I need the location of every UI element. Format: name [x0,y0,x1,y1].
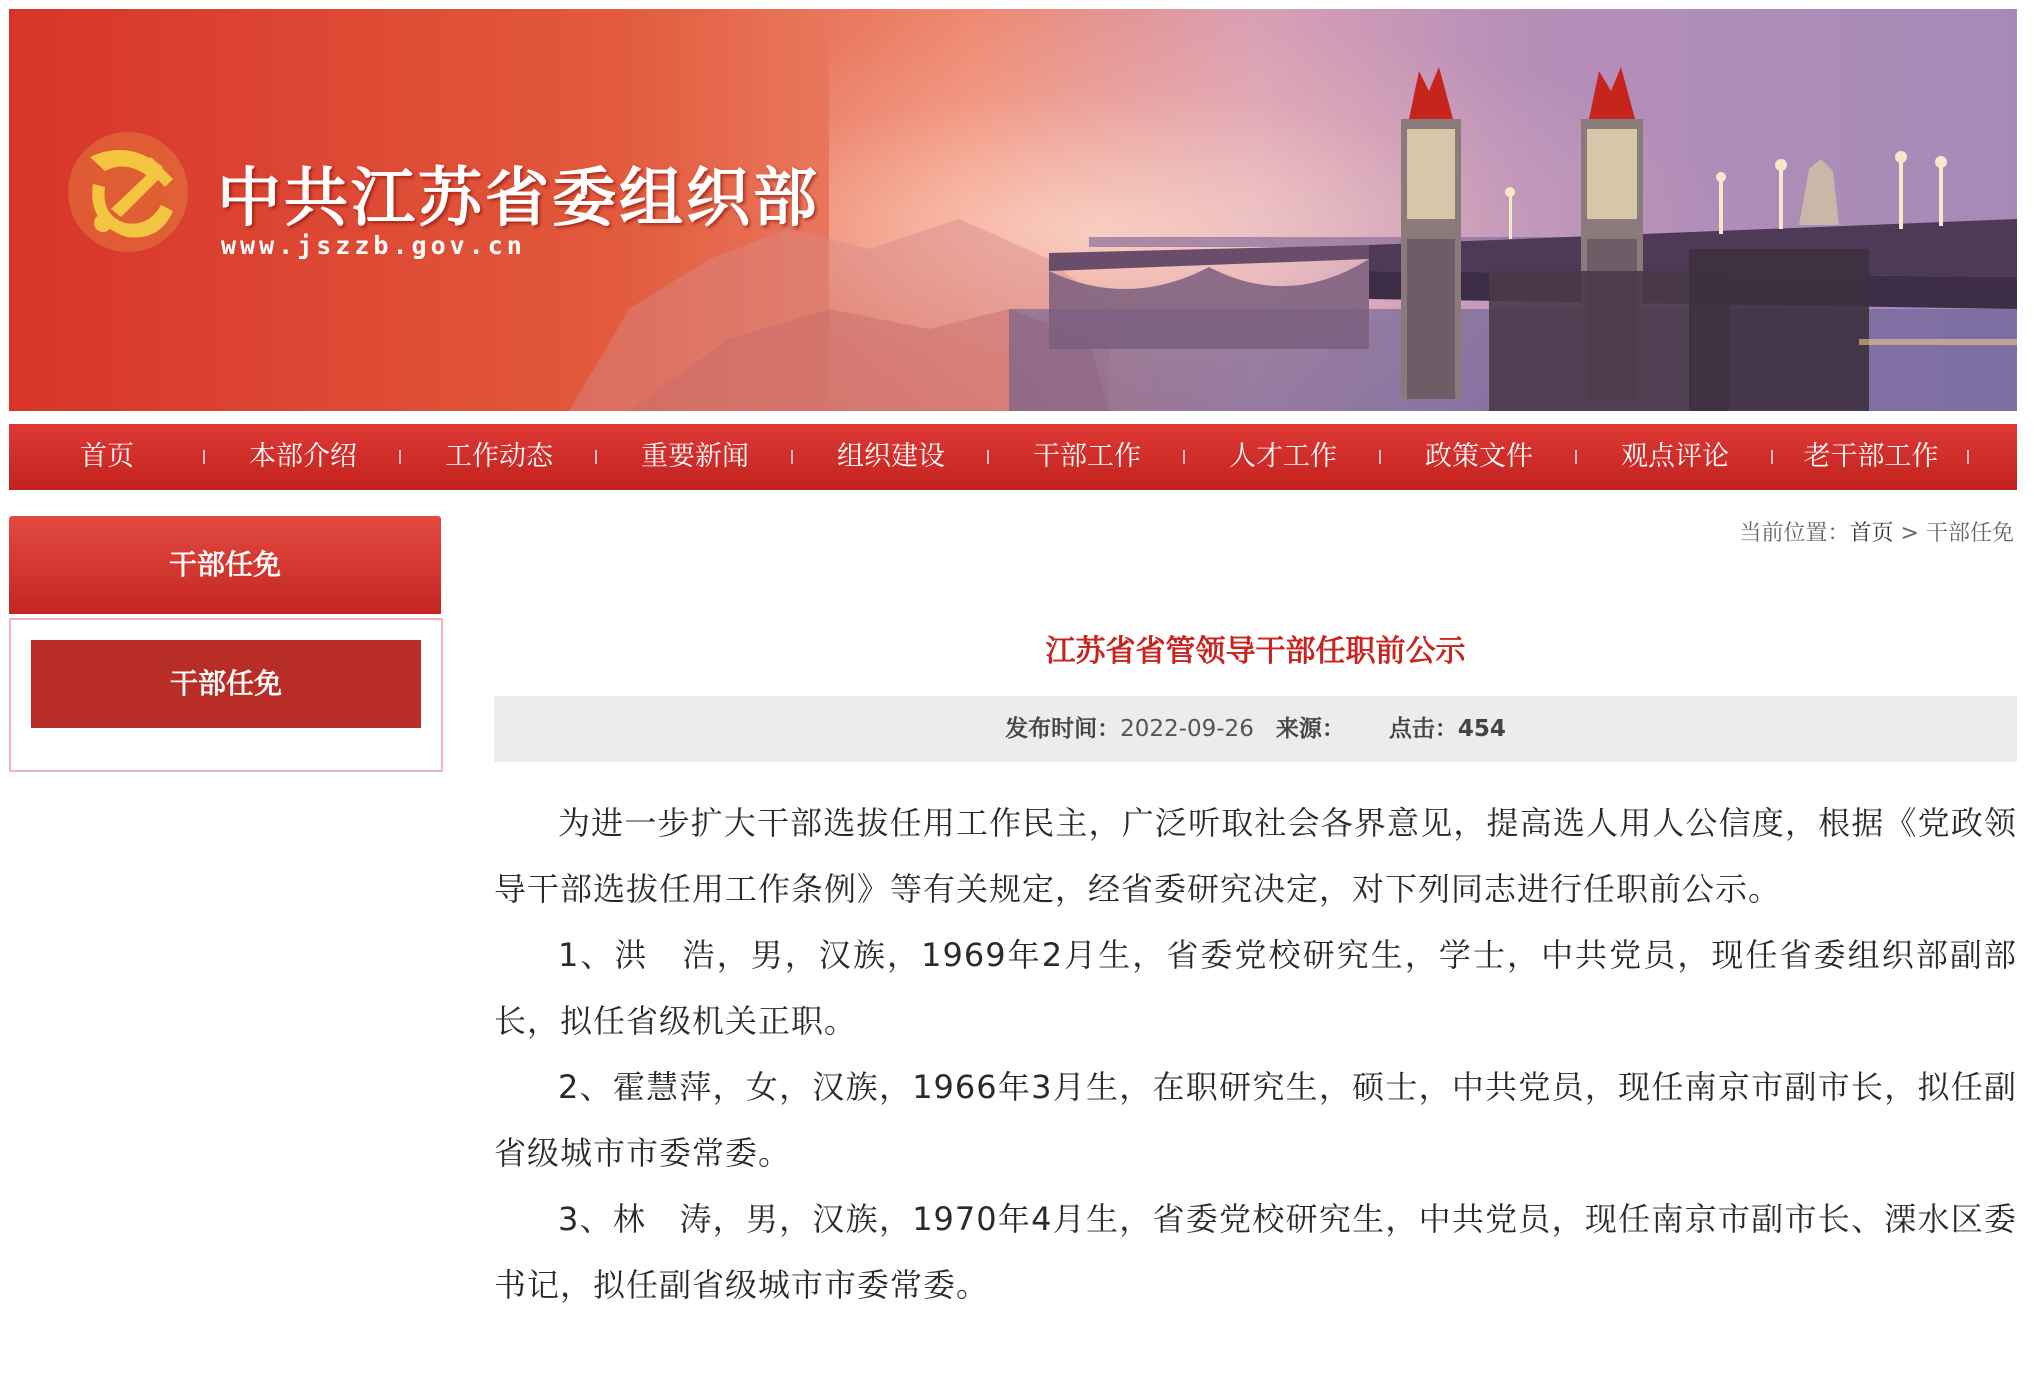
article-paragraph-1: 1、洪 浩，男，汉族，1969年2月生，省委党校研究生，学士，中共党员，现任省委组织部副部长，拟任省级机关正职。 [494,936,2017,1040]
article-body [494,790,2017,1318]
breadcrumb-home-link[interactable]: 首页 [1849,521,1894,546]
publish-date: 2022-09-26 [1120,716,1254,742]
nav-item-label: 组织建设 [837,441,945,472]
nav-item-work-news[interactable] [401,424,597,490]
nav-item-talent-work[interactable] [1185,424,1381,490]
nav-item-label: 人才工作 [1229,441,1337,472]
nav-item-organization[interactable] [793,424,989,490]
breadcrumb-prefix: 当前位置： [1739,521,1850,546]
nav-item-opinion[interactable] [1577,424,1773,490]
party-emblem-icon [65,129,191,255]
nav-item-label: 政策文件 [1425,441,1533,472]
site-title: 中共江苏省委组织部 [217,162,820,236]
article-title: 江苏省省管领导干部任职前公示 [1045,634,1466,669]
article-paragraph-intro: 为进一步扩大干部选拔任用工作民主，广泛听取社会各界意见，提高选人用人公信度，根据《党政领导干部选拔任用工作条例》等有关规定，经省委研究决定，对下列同志进行任职前公示。 [494,804,2017,908]
breadcrumb [1740,516,2014,547]
main-nav [9,424,2017,490]
header-banner [9,9,2017,411]
nav-item-label: 本部介绍 [249,441,357,472]
nav-separator [1967,450,1969,464]
publish-date-label: 发布时间： [1005,716,1121,742]
sidebar-item-cadre-appointment[interactable]: 干部任免 [31,640,421,728]
article-paragraph-3: 3、林 涛，男，汉族，1970年4月生，省委党校研究生，中共党员，现任南京市副市长、溧水区委书记，拟任副省级城市市委常委。 [494,1200,2017,1304]
nav-item-label: 工作动态 [445,441,553,472]
nav-item-about[interactable] [205,424,401,490]
article-paragraph-2: 2、霍慧萍，女，汉族，1966年3月生，在职研究生，硕士，中共党员，现任南京市副市长，拟任副省级城市市委常委。 [494,1068,2017,1172]
nav-item-label: 老干部工作 [1803,441,1939,472]
nav-item-cadre-work[interactable] [989,424,1185,490]
nav-item-policy-docs[interactable] [1381,424,1577,490]
sidebar-heading: 干部任免 [9,516,441,614]
sidebar-menu [9,618,443,772]
nav-item-label: 观点评论 [1621,441,1729,472]
nav-item-retired-cadre[interactable] [1773,424,1969,490]
nav-item-home[interactable] [9,424,205,490]
site-url: www.jszzb.gov.cn [221,231,526,260]
nav-item-label: 重要新闻 [641,441,749,472]
breadcrumb-current[interactable]: 干部任免 [1925,521,2014,546]
nav-item-label: 首页 [80,441,134,472]
click-count: 454 [1457,716,1506,742]
nav-item-label: 干部工作 [1033,441,1141,472]
breadcrumb-separator: > [1900,521,1919,546]
nav-item-important-news[interactable] [597,424,793,490]
source-label: 来源： [1275,716,1345,742]
article-meta [494,696,2017,762]
clicks-label: 点击： [1388,716,1458,742]
